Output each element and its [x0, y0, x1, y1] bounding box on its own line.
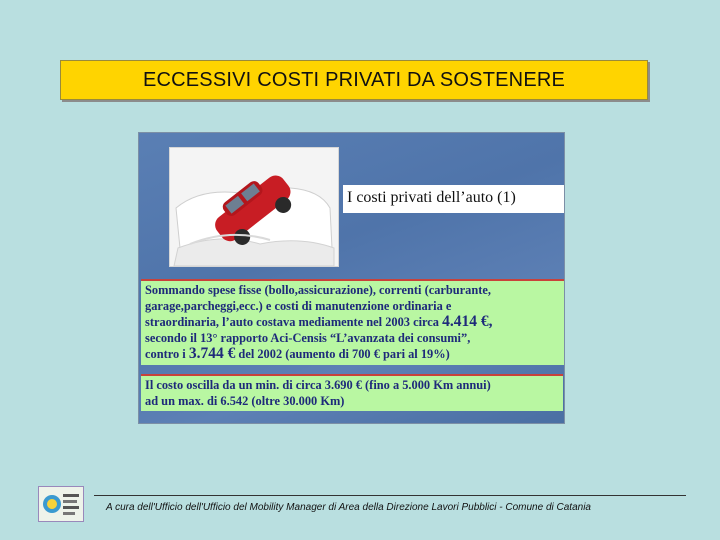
slide-title-bar [60, 60, 648, 100]
car-pillow-photo [169, 147, 339, 267]
cost-range-line: ad un max. di 6.542 (oltre 30.000 Km) [145, 393, 345, 408]
cost-summary-line: garage,parcheggi,ecc.) e costi di manutenzione ordinaria e [145, 298, 452, 313]
cost-2002-value: 3.744 € [188, 345, 236, 363]
embedded-slide-picture [138, 132, 565, 424]
red-car-on-pillow-icon [170, 148, 338, 266]
cost-summary-text: del 2002 (aumento di 700 € pari al 19%) [235, 347, 450, 362]
catania-logo [38, 486, 84, 522]
cost-summary-line [145, 346, 561, 363]
picture-heading: I costi privati dell’auto (1) [347, 189, 516, 206]
cost-summary-line: secondo il 13° rapporto Aci-Censis “L’avanzata dei consumi”, [145, 330, 471, 345]
cost-summary-text: straordinaria, l’auto costava mediamente nel 2003 circa [145, 315, 443, 330]
catania-mobility-logo-icon [39, 487, 83, 521]
footer-credit: A cura dell'Ufficio dell'Ufficio del Mobility Manager di Area della Direzione Lavori Pubblici - Comune di Catania [106, 502, 591, 513]
cost-range-box [141, 374, 563, 411]
cost-summary-text: contro i [145, 347, 189, 362]
slide-title: ECCESSIVI COSTI PRIVATI DA SOSTENERE [142, 68, 566, 91]
footer-divider [94, 495, 686, 496]
cost-summary-line: Sommando spese fisse (bollo,assicurazione), correnti (carburante, [145, 283, 491, 297]
cost-range-line: Il costo oscilla da un min. di circa 3.690 € (fino a 5.000 Km annui) [145, 378, 491, 392]
cost-summary-box [141, 279, 565, 365]
cost-summary-line [145, 314, 561, 331]
cost-2003-value: 4.414 €, [442, 313, 493, 331]
